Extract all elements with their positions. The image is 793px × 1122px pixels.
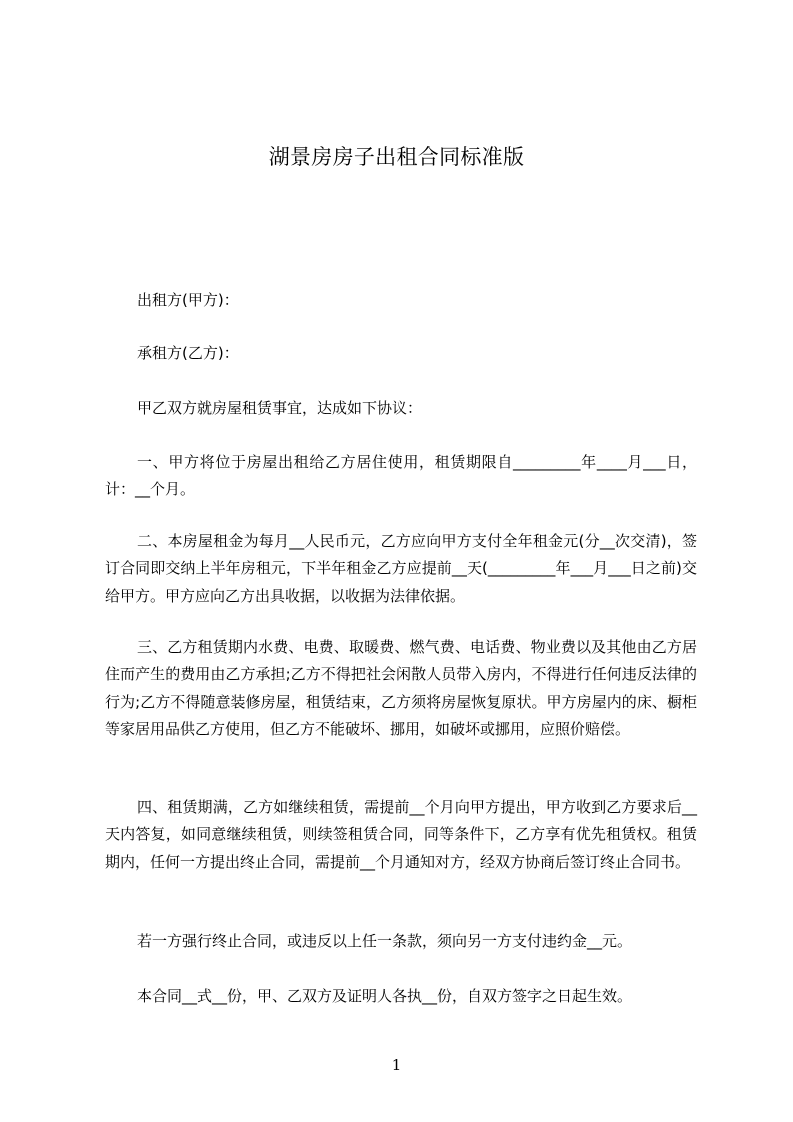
document-title: 湖景房房子出租合同标准版 <box>268 145 525 169</box>
paragraph-clause-4: 四、租赁期满，乙方如继续租赁，需提前__个月向甲方提出，甲方收到乙方要求后__天内答复，如同意继续租赁，则续签租赁合同，同等条件下，乙方享有优先租赁权。租赁期内，任何一方提出终止合同，需提前__个月通知对方，经双方协商后签订终止合同书。 <box>105 798 697 871</box>
paragraph-clause-1: 一、甲方将位于房屋出租给乙方居住使用，租赁期限自_________年____月___日，计：__个月。 <box>105 453 697 499</box>
paragraph-clause-2: 二、本房屋租金为每月__人民币元，乙方应向甲方支付全年租金元(分__次交清)，签订合同即交纳上半年房租元，下半年租金乙方应提前__天(_________年___月___日之前)交给甲方。甲方应向乙方出具收据，以收据为法律依据。 <box>105 532 697 605</box>
paragraph-lessor: 出租方(甲方)： <box>137 291 239 309</box>
paragraph-penalty: 若一方强行终止合同，或违反以上任一条款，须向另一方支付违约金__元。 <box>137 932 633 950</box>
paragraph-copies: 本合同__式__份，甲、乙双方及证明人各执__份，自双方签字之日起生效。 <box>137 987 633 1005</box>
page-number: 1 <box>391 1056 402 1074</box>
paragraph-clause-3: 三、乙方租赁期内水费、电费、取暖费、燃气费、电话费、物业费以及其他由乙方居住而产生的费用由乙方承担;乙方不得把社会闲散人员带入房内，不得进行任何违反法律的行为;乙方不得随意装修房屋，租赁结束，乙方须将房屋恢复原状。甲方房屋内的床、橱柜等家居用品供乙方使用，但乙方不能破坏、挪用，如破坏或挪用，应照价赔偿。 <box>105 638 697 739</box>
paragraph-lessee: 承租方(乙方)： <box>137 344 239 362</box>
paragraph-intro: 甲乙双方就房屋租赁事宜，达成如下协议： <box>137 399 423 417</box>
